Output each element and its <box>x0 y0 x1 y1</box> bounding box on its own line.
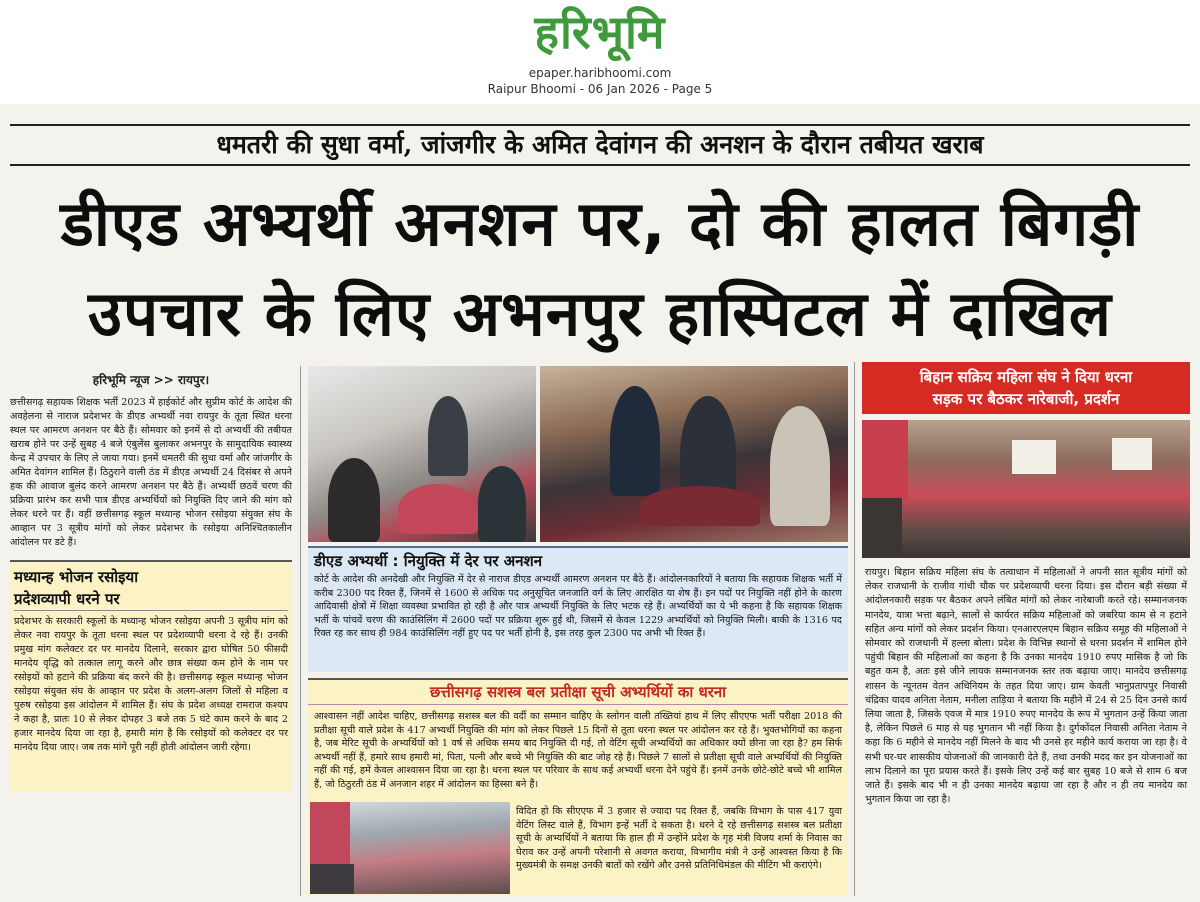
headline-line-1: डीएड अभ्यर्थी अनशन पर, दो की हालत बिगड़ी <box>60 187 1140 260</box>
bihan-story-text: रायपुर। बिहान सक्रिय महिला संघ के तत्वाधान में महिलाओं ने अपनी सात सूत्रीय मांगों को लेकर राजधानी के राजीव गांधी चौक पर प्रदेशव्यापी धरना दिया। इस दौरान बड़ी संख्या में आंदोलनकारी सड़क पर बैठकर अपने लंबित मांगों को लेकर नारेबाजी करते रहे। सम्मानजनक मानदेय, यात्रा भत्ता बढ़ाने, सालों से कार्यरत सक्रिय महिलाओं को जबरिया काम से न हटाने सहित अन्य मांगों को लेकर प्रदर्शन किया। एनआरएलएम बिहान सक्रिय समूह की महिलाओं ने सोमवार को राजधानी में हल्ला बोला। प्रदेश के विभिन्न स्थानों से धरना प्रदर्शन में शामिल होने पहुंची बिहान की महिलाओं का कहना है कि उनका मानदेय 1910 रुपए मासिक है जो कि बहुत कम है, अतः इसे जीने लायक सम्मानजनक स्तर तक बढ़ाया जाए। मानदेय छत्तीसगढ़ शासन के न्यूनतम वेतन अधिनियम के तहत दिया जाए। ग्राम केवती भानुप्रतापपुर निवासी चंद्रिका यादव अनिता नेताम, मनीला ताड़िया ने बताया कि महीने में 24 से 25 दिन उनसे कार्य लिया जाता है, जिसके एवज में मात्र 1910 रुपए मानदेय के रूप में भुगतान उन्हें किया जाता है, लेकिन पिछले 6 माह से यह भुगतान भी नहीं किया है। दुर्गकोंदल निवासी अनिता नेताम ने कहा कि 6 महीने से मानदेय नहीं मिलने के बाद भी उनसे हर महीने कार्य कराया जा रहा है। वे सभी घर-घर शासकीय योजनाओं की जानकारी देते हैं, तथा उनकी मदद कर इन योजनाओं का लाभ दिलाने का पूरा प्रयास करते हैं। इसके लिए उन्हें कई बार सुबह 10 बजे से शाम 6 बज जाते हैं। इसके बाद भी न ही उनका मानदेय बढ़ाया जा रहा है और न ही तय मानदेय का भुगतान किया जा रहा है। <box>865 567 1187 806</box>
caf-protest-photo <box>310 802 510 894</box>
sub-story-box <box>10 560 292 792</box>
column-divider <box>300 366 301 896</box>
headline-line-2: उपचार के लिए अभनपुर हास्पिटल में दाखिल <box>88 277 1112 350</box>
main-story-text: छत्तीसगढ़ सहायक शिक्षक भर्ती 2023 में हाईकोर्ट और सुप्रीम कोर्ट के आदेश की अवहेलना से नाराज प्रदेशभर के डीएड अभ्यर्थी नवा रायपुर के तूता स्थित धरना स्थल पर आमरण अनशन पर बैठे हैं। सोमवार को इनमें से दो अभ्यर्थी की तबीयत खराब होने पर उन्हें सुबह 4 बजे एंबुलेंस बुलाकर अभनपुर के सामुदायिक स्वास्थ्य केन्द्र में उपचार के लिए ले जाया गया। इनमें धमतरी की सुधा वर्मा और जांजगीर के अमित देवांगन शामिल हैं। ठिठुराने वाली ठंड में डीएड अभ्यर्थी 24 दिसंबर से अपने हक की आवाज बुलंद करने आमरण अनशन पर बैठे हैं। अभ्यर्थी छठवें चरण की प्रक्रिया प्रारंभ कर सभी पात्र डीएड अभ्यर्थियों को नियुक्ति दिए जाने की मांग को लेकर धरने पर हैं। वहीं छत्तीसगढ़ स्कूल मध्यान्ह भोजन रसोइया संयुक्त संघ के आव्हान पर 3 सूत्रीय मांगों को लेकर प्रदेशभर के रसोइया अनिश्चितकालीन आंदोलन पर डटे हैं। <box>10 397 292 548</box>
main-story-column <box>10 369 292 894</box>
caf-story-text: आश्वासन नहीं आदेश चाहिए, छत्तीसगढ़ सशस्त्र बल की वर्दी का सम्मान चाहिए के स्लोगन वाली तख्तियां हाथ में लिए सीएएफ भर्ती परीक्षा 2018 की प्रतीक्षा सूची वाले प्रदेश के 417 अभ्यर्थी नियुक्ति की मांग को लेकर पिछले 15 दिनों से तूता धरना स्थल पर आंदोलन कर रहे हैं। भुक्तभोगियों का कहना है, जब मेरिट सूची के अभ्यर्थियों को 1 वर्ष से अधिक समय बाद नियुक्ति दी गई, तो वेटिंग सूची अभ्यर्थियों का अधिकार क्यों छीना जा रहा है? हम सिर्फ अभ्यर्थी नहीं हैं, हमारे साथ हमारी मां, पिता, पत्नी और बच्चे भी नियुक्ति की बाट जोह रहे हैं। पिछले 7 सालों से प्रतीक्षा सूची वाले अभ्यर्थियों की नियुक्ति नहीं की गई, हमें केवल आश्वासन दिया जा रहा है। धरना स्थल पर परिवार के साथ कई अभ्यर्थी धरना देने पहुंचे हैं। इनमें उनके छोटे-छोटे बच्चे भी शामिल हैं, जो ठिठुरती ठंड में अनजान शहर में आंदोलन का हिस्सा बने हैं। <box>314 711 842 790</box>
caption-text: कोर्ट के आदेश की अनदेखी और नियुक्ति में देर से नाराज डीएड अभ्यर्थी आमरण अनशन पर बैठे हैं। आंदोलनकारियों ने बताया कि सहायक शिक्षक भर्ती में करीब 2300 पद रिक्त हैं, जिनमें से 1600 से अधिक पद अनुसूचित जनजाति वर्ग के लिए आरक्षित या शेष हैं। इन पदों पर नियुक्ति नहीं होने के कारण आदिवासी क्षेत्रों में शिक्षा व्यवस्था प्रभावित हो रही है और पात्र अभ्यर्थी नियुक्ति के लिए भटक रहे हैं। अभ्यर्थियों का ये भी कहना है कि सहायक शिक्षक भर्ती के पांचवें चरण की काउंसिलिंग में 2600 पदों पर प्रक्रिया शुरू हुई थी, जिसमें से केवल 1229 अभ्यर्थियों को नियुक्ति मिली। बाकी के 1316 पद रिक्त रह कर साथ ही 984 काउंसिलिंग नहीं हुए पद पर भर्ती होनी है, इस तरह कुल 2300 पद अभी भी रिक्त हैं। <box>314 574 842 639</box>
ambulance-photo <box>308 366 536 542</box>
sub-story-title <box>14 566 288 611</box>
edition-info: Raipur Bhoomi - 06 Jan 2026 - Page 5 <box>487 82 713 96</box>
kicker-bar <box>10 124 1190 166</box>
logo-text: हरिभूमि <box>534 5 666 59</box>
sub-story-text: प्रदेशभर के सरकारी स्कूलों के मध्यान्ह भोजन रसोइया अपनी 3 सूत्रीय मांग को लेकर नवा रायपुर के तूता धरना स्थल पर प्रदेशव्यापी धरना दे रहे हैं। उनकी प्रमुख मांग कलेक्टर दर पर मानदेय दिलाने, सरकार द्वारा घोषित 50 फीसदी मानदेय वृद्धि को तत्काल लागू करने और छात्र संख्या कम होने के नाम पर रसोइयों को हटाने की प्रक्रिया बंद करने की है। छत्तीसगढ़ स्कूल मध्यान्ह भोजन रसोइया संयुक्त संघ के आव्हान पर प्रदेश के अलग-अलग जिलों से महिला व पुरुष रसोइया इस आंदोलन में शामिल हैं। संघ के प्रदेश अध्यक्ष रामराज कश्यप ने कहा है, प्रातः 10 से लेकर दोपहर 3 बजे तक 5 घंटे काम करने के बाद 2 हजार मानदेय दिया जा रहा है, हमारी मांग है कि रसोइयों को कलेक्टर दर पर मानदेय दिया जाए। जब तक मांगें पूरी नहीं होती आंदोलन जारी रहेगा। <box>14 616 288 753</box>
column-divider-right <box>854 362 855 896</box>
photo-caption-box <box>308 546 848 672</box>
newspaper-page <box>0 104 1200 902</box>
bihan-protest-photo <box>862 420 1190 558</box>
caf-story-title: छत्तीसगढ़ सशस्त्र बल प्रतीक्षा सूची अभ्यर्थियों का धरना <box>308 680 848 705</box>
newspaper-logo[interactable] <box>495 6 705 58</box>
byline: हरिभूमि न्यूज >> रायपुर। <box>92 373 210 387</box>
kicker-text: धमतरी की सुधा वर्मा, जांजगीर के अमित देवांगन की अनशन के दौरान तबीयत खराब <box>216 130 984 159</box>
sub-story-title-line-2: प्रदेशव्यापी धरने पर <box>14 590 120 608</box>
sub-story-title-line-1: मध्यान्ह भोजन रसोइया <box>14 568 139 586</box>
bihan-title-line-1: बिहान सक्रिय महिला संघ ने दिया धरना <box>919 368 1133 386</box>
bihan-story-title <box>862 362 1190 414</box>
bihan-story-column <box>862 362 1190 896</box>
epaper-url[interactable]: epaper.haribhoomi.com <box>528 66 672 80</box>
caf-story-text-right: विदित हो कि सीएएफ में 3 हजार से ज्यादा पद रिक्त हैं, जबकि विभाग के पास 417 युवा वेटिंग लिस्ट वाले हैं, विभाग इन्हें भर्ती दे सकता है। धरने दे रहे छत्तीसगढ़ सशस्त्र बल प्रतीक्षा सूची के अभ्यर्थियों ने बताया कि हाल ही में उन्होंने प्रदेश के गृह मंत्री विजय शर्मा के निवास का घेराव कर उन्हें अपनी परेशानी से अवगत कराया, विभागीय मंत्री ने उन्हें आश्वस्त किया है कि मुख्यमंत्री के समक्ष उनकी बातों को रखेंगे और उनसे प्रतिनिधिमंडल की मीटिंग भी कराएंगे। <box>516 806 842 872</box>
protest-stretcher-photo <box>540 366 848 542</box>
masthead <box>0 0 1200 104</box>
bihan-title-line-2: सड़क पर बैठकर नारेबाजी, प्रदर्शन <box>932 390 1120 408</box>
caf-story-box <box>308 678 848 896</box>
caption-title: डीएड अभ्यर्थी : नियुक्ति में देर पर अनशन <box>314 552 543 570</box>
